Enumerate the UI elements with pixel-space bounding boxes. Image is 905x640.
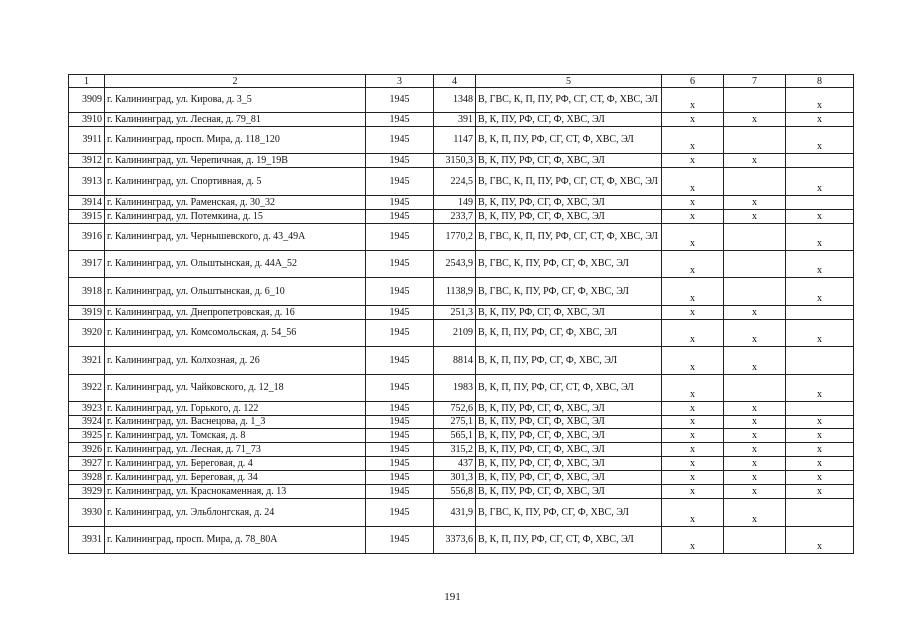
area-cell: 251,3 <box>434 306 476 320</box>
year-cell: 1945 <box>366 347 434 375</box>
services-cell: В, К, П, ПУ, РФ, СГ, СТ, Ф, ХВС, ЭЛ <box>476 375 662 402</box>
mark-col-6-cell: х <box>662 154 724 168</box>
table-row <box>69 320 854 347</box>
table-row <box>69 471 854 485</box>
table-row <box>69 278 854 306</box>
mark-col-8-cell: х <box>786 375 854 402</box>
row-number-cell: 3918 <box>69 278 105 306</box>
table-row <box>69 457 854 471</box>
mark-col-6-cell: х <box>662 499 724 527</box>
column-header-1: 1 <box>69 75 105 88</box>
row-number-cell: 3917 <box>69 251 105 278</box>
mark-col-7-cell: х <box>724 443 786 457</box>
mark-col-8-cell: х <box>786 113 854 127</box>
area-cell: 437 <box>434 457 476 471</box>
services-cell: В, К, ПУ, РФ, СГ, Ф, ХВС, ЭЛ <box>476 306 662 320</box>
mark-col-6-cell: х <box>662 88 724 113</box>
year-cell: 1945 <box>366 527 434 554</box>
services-cell: В, К, ПУ, РФ, СГ, Ф, ХВС, ЭЛ <box>476 154 662 168</box>
services-cell: В, К, ПУ, РФ, СГ, Ф, ХВС, ЭЛ <box>476 471 662 485</box>
year-cell: 1945 <box>366 113 434 127</box>
table-row <box>69 416 854 429</box>
row-number-cell: 3909 <box>69 88 105 113</box>
column-header-6: 6 <box>662 75 724 88</box>
table-row <box>69 485 854 499</box>
mark-col-6-cell: х <box>662 196 724 210</box>
year-cell: 1945 <box>366 88 434 113</box>
table-row <box>69 499 854 527</box>
address-cell: г. Калининград, ул. Береговая, д. 34 <box>105 471 366 485</box>
mark-col-6-cell: х <box>662 251 724 278</box>
row-number-cell: 3916 <box>69 224 105 251</box>
mark-col-7-cell: х <box>724 113 786 127</box>
mark-col-7-cell: х <box>724 416 786 429</box>
area-cell: 149 <box>434 196 476 210</box>
column-header-4: 4 <box>434 75 476 88</box>
mark-col-6-cell: х <box>662 457 724 471</box>
services-cell: В, ГВС, К, ПУ, РФ, СГ, Ф, ХВС, ЭЛ <box>476 251 662 278</box>
services-cell: В, К, П, ПУ, РФ, СГ, Ф, ХВС, ЭЛ <box>476 320 662 347</box>
mark-col-6-cell: х <box>662 471 724 485</box>
services-cell: В, К, ПУ, РФ, СГ, Ф, ХВС, ЭЛ <box>476 196 662 210</box>
row-number-cell: 3931 <box>69 527 105 554</box>
area-cell: 565,1 <box>434 429 476 443</box>
address-cell: г. Калининград, ул. Лесная, д. 79_81 <box>105 113 366 127</box>
table-row <box>69 443 854 457</box>
year-cell: 1945 <box>366 416 434 429</box>
year-cell: 1945 <box>366 499 434 527</box>
services-cell: В, К, ПУ, РФ, СГ, Ф, ХВС, ЭЛ <box>476 457 662 471</box>
address-cell: г. Калининград, ул. Чернышевского, д. 43_49А <box>105 224 366 251</box>
table-row <box>69 196 854 210</box>
mark-col-8-cell: х <box>786 320 854 347</box>
page-number: 191 <box>444 591 461 603</box>
address-cell: г. Калининград, ул. Комсомольская, д. 54_56 <box>105 320 366 347</box>
table-row <box>69 224 854 251</box>
address-cell: г. Калининград, ул. Раменская, д. 30_32 <box>105 196 366 210</box>
mark-col-6-cell: х <box>662 347 724 375</box>
year-cell: 1945 <box>366 471 434 485</box>
mark-col-6-cell: х <box>662 443 724 457</box>
mark-col-8-cell: х <box>786 527 854 554</box>
row-number-cell: 3929 <box>69 485 105 499</box>
table-row <box>69 347 854 375</box>
mark-col-8-cell: х <box>786 127 854 154</box>
mark-col-6-cell: х <box>662 320 724 347</box>
column-header-5: 5 <box>476 75 662 88</box>
area-cell: 315,2 <box>434 443 476 457</box>
mark-col-6-cell: х <box>662 375 724 402</box>
services-cell: В, К, ПУ, РФ, СГ, Ф, ХВС, ЭЛ <box>476 416 662 429</box>
mark-col-6-cell: х <box>662 306 724 320</box>
table-row <box>69 210 854 224</box>
mark-col-6-cell: х <box>662 168 724 196</box>
services-cell: В, ГВС, К, П, ПУ, РФ, СГ, СТ, Ф, ХВС, ЭЛ <box>476 224 662 251</box>
services-cell: В, К, П, ПУ, РФ, СГ, СТ, Ф, ХВС, ЭЛ <box>476 527 662 554</box>
mark-col-8-cell: х <box>786 485 854 499</box>
address-cell: г. Калининград, ул. Ольштынская, д. 6_10 <box>105 278 366 306</box>
mark-col-8-cell <box>786 154 854 168</box>
mark-col-7-cell <box>724 278 786 306</box>
mark-col-7-cell: х <box>724 210 786 224</box>
table-row <box>69 154 854 168</box>
mark-col-6-cell: х <box>662 527 724 554</box>
services-cell: В, К, ПУ, РФ, СГ, Ф, ХВС, ЭЛ <box>476 210 662 224</box>
area-cell: 391 <box>434 113 476 127</box>
address-cell: г. Калининград, ул. Васнецова, д. 1_3 <box>105 416 366 429</box>
address-cell: г. Калининград, ул. Кирова, д. 3_5 <box>105 88 366 113</box>
mark-col-8-cell <box>786 499 854 527</box>
table-row <box>69 527 854 554</box>
address-cell: г. Калининград, ул. Краснокаменная, д. 13 <box>105 485 366 499</box>
row-number-cell: 3925 <box>69 429 105 443</box>
year-cell: 1945 <box>366 443 434 457</box>
address-cell: г. Калининград, ул. Днепропетровская, д. 16 <box>105 306 366 320</box>
area-cell: 275,1 <box>434 416 476 429</box>
address-cell: г. Калининград, ул. Томская, д. 8 <box>105 429 366 443</box>
services-cell: В, ГВС, К, П, ПУ, РФ, СГ, СТ, Ф, ХВС, ЭЛ <box>476 168 662 196</box>
mark-col-6-cell: х <box>662 278 724 306</box>
area-cell: 1770,2 <box>434 224 476 251</box>
mark-col-6-cell: х <box>662 485 724 499</box>
mark-col-7-cell <box>724 127 786 154</box>
row-number-cell: 3920 <box>69 320 105 347</box>
mark-col-8-cell: х <box>786 168 854 196</box>
mark-col-8-cell: х <box>786 443 854 457</box>
row-number-cell: 3914 <box>69 196 105 210</box>
area-cell: 3150,3 <box>434 154 476 168</box>
address-cell: г. Калининград, ул. Колхозная, д. 26 <box>105 347 366 375</box>
column-number-header-row <box>69 75 854 88</box>
mark-col-6-cell: х <box>662 127 724 154</box>
services-cell: В, К, ПУ, РФ, СГ, Ф, ХВС, ЭЛ <box>476 485 662 499</box>
services-cell: В, ГВС, К, П, ПУ, РФ, СГ, СТ, Ф, ХВС, ЭЛ <box>476 88 662 113</box>
table-row <box>69 429 854 443</box>
address-cell: г. Калининград, ул. Береговая, д. 4 <box>105 457 366 471</box>
row-number-cell: 3910 <box>69 113 105 127</box>
area-cell: 556,8 <box>434 485 476 499</box>
area-cell: 1348 <box>434 88 476 113</box>
table-row <box>69 127 854 154</box>
mark-col-6-cell: х <box>662 429 724 443</box>
mark-col-8-cell: х <box>786 224 854 251</box>
area-cell: 1147 <box>434 127 476 154</box>
mark-col-8-cell <box>786 347 854 375</box>
area-cell: 224,5 <box>434 168 476 196</box>
mark-col-8-cell: х <box>786 471 854 485</box>
mark-col-6-cell: х <box>662 224 724 251</box>
mark-col-7-cell: х <box>724 154 786 168</box>
area-cell: 2543,9 <box>434 251 476 278</box>
year-cell: 1945 <box>366 196 434 210</box>
year-cell: 1945 <box>366 210 434 224</box>
column-header-2: 2 <box>105 75 366 88</box>
row-number-cell: 3915 <box>69 210 105 224</box>
mark-col-8-cell: х <box>786 416 854 429</box>
mark-col-8-cell: х <box>786 429 854 443</box>
services-cell: В, ГВС, К, ПУ, РФ, СГ, Ф, ХВС, ЭЛ <box>476 278 662 306</box>
table-row <box>69 88 854 113</box>
mark-col-7-cell: х <box>724 485 786 499</box>
address-cell: г. Калининград, ул. Эльблонгская, д. 24 <box>105 499 366 527</box>
year-cell: 1945 <box>366 485 434 499</box>
address-cell: г. Калининград, ул. Ольштынская, д. 44А_52 <box>105 251 366 278</box>
year-cell: 1945 <box>366 429 434 443</box>
services-cell: В, К, П, ПУ, РФ, СГ, Ф, ХВС, ЭЛ <box>476 347 662 375</box>
area-cell: 8814 <box>434 347 476 375</box>
address-cell: г. Калининград, ул. Потемкина, д. 15 <box>105 210 366 224</box>
mark-col-8-cell: х <box>786 278 854 306</box>
address-cell: г. Калининград, ул. Спортивная, д. 5 <box>105 168 366 196</box>
table-body <box>69 88 854 554</box>
mark-col-7-cell <box>724 375 786 402</box>
row-number-cell: 3913 <box>69 168 105 196</box>
address-cell: г. Калининград, просп. Мира, д. 78_80А <box>105 527 366 554</box>
table-row <box>69 251 854 278</box>
area-cell: 3373,6 <box>434 527 476 554</box>
table-row <box>69 168 854 196</box>
area-cell: 1983 <box>434 375 476 402</box>
mark-col-7-cell: х <box>724 402 786 416</box>
year-cell: 1945 <box>366 278 434 306</box>
mark-col-7-cell: х <box>724 499 786 527</box>
mark-col-7-cell <box>724 251 786 278</box>
mark-col-7-cell <box>724 224 786 251</box>
mark-col-7-cell: х <box>724 347 786 375</box>
mark-col-7-cell: х <box>724 196 786 210</box>
year-cell: 1945 <box>366 224 434 251</box>
mark-col-6-cell: х <box>662 113 724 127</box>
mark-col-7-cell: х <box>724 306 786 320</box>
mark-col-7-cell: х <box>724 429 786 443</box>
table-row <box>69 306 854 320</box>
services-cell: В, К, ПУ, РФ, СГ, Ф, ХВС, ЭЛ <box>476 113 662 127</box>
year-cell: 1945 <box>366 457 434 471</box>
row-number-cell: 3912 <box>69 154 105 168</box>
row-number-cell: 3926 <box>69 443 105 457</box>
mark-col-8-cell: х <box>786 457 854 471</box>
row-number-cell: 3911 <box>69 127 105 154</box>
address-cell: г. Калининград, ул. Черепичная, д. 19_19В <box>105 154 366 168</box>
row-number-cell: 3923 <box>69 402 105 416</box>
mark-col-8-cell: х <box>786 88 854 113</box>
address-cell: г. Калининград, ул. Чайковского, д. 12_18 <box>105 375 366 402</box>
year-cell: 1945 <box>366 154 434 168</box>
housing-register-table <box>68 74 854 554</box>
year-cell: 1945 <box>366 402 434 416</box>
mark-col-6-cell: х <box>662 210 724 224</box>
column-header-3: 3 <box>366 75 434 88</box>
services-cell: В, ГВС, К, ПУ, РФ, СГ, Ф, ХВС, ЭЛ <box>476 499 662 527</box>
mark-col-6-cell: х <box>662 416 724 429</box>
services-cell: В, К, ПУ, РФ, СГ, Ф, ХВС, ЭЛ <box>476 429 662 443</box>
mark-col-7-cell: х <box>724 471 786 485</box>
row-number-cell: 3924 <box>69 416 105 429</box>
row-number-cell: 3928 <box>69 471 105 485</box>
address-cell: г. Калининград, просп. Мира, д. 118_120 <box>105 127 366 154</box>
year-cell: 1945 <box>366 168 434 196</box>
year-cell: 1945 <box>366 251 434 278</box>
mark-col-8-cell <box>786 306 854 320</box>
row-number-cell: 3921 <box>69 347 105 375</box>
mark-col-7-cell: х <box>724 457 786 471</box>
services-cell: В, К, П, ПУ, РФ, СГ, СТ, Ф, ХВС, ЭЛ <box>476 127 662 154</box>
mark-col-7-cell <box>724 88 786 113</box>
row-number-cell: 3927 <box>69 457 105 471</box>
area-cell: 233,7 <box>434 210 476 224</box>
column-header-7: 7 <box>724 75 786 88</box>
mark-col-8-cell <box>786 196 854 210</box>
year-cell: 1945 <box>366 320 434 347</box>
area-cell: 1138,9 <box>434 278 476 306</box>
year-cell: 1945 <box>366 306 434 320</box>
table-row <box>69 402 854 416</box>
mark-col-6-cell: х <box>662 402 724 416</box>
column-header-8: 8 <box>786 75 854 88</box>
area-cell: 2109 <box>434 320 476 347</box>
area-cell: 752,6 <box>434 402 476 416</box>
mark-col-7-cell <box>724 527 786 554</box>
table-row <box>69 113 854 127</box>
area-cell: 301,3 <box>434 471 476 485</box>
services-cell: В, К, ПУ, РФ, СГ, Ф, ХВС, ЭЛ <box>476 443 662 457</box>
year-cell: 1945 <box>366 127 434 154</box>
row-number-cell: 3922 <box>69 375 105 402</box>
year-cell: 1945 <box>366 375 434 402</box>
area-cell: 431,9 <box>434 499 476 527</box>
mark-col-8-cell: х <box>786 210 854 224</box>
services-cell: В, К, ПУ, РФ, СГ, Ф, ХВС, ЭЛ <box>476 402 662 416</box>
mark-col-8-cell: х <box>786 251 854 278</box>
address-cell: г. Калининград, ул. Лесная, д. 71_73 <box>105 443 366 457</box>
mark-col-7-cell <box>724 168 786 196</box>
table-row <box>69 375 854 402</box>
row-number-cell: 3930 <box>69 499 105 527</box>
mark-col-7-cell: х <box>724 320 786 347</box>
row-number-cell: 3919 <box>69 306 105 320</box>
mark-col-8-cell <box>786 402 854 416</box>
address-cell: г. Калининград, ул. Горького, д. 122 <box>105 402 366 416</box>
